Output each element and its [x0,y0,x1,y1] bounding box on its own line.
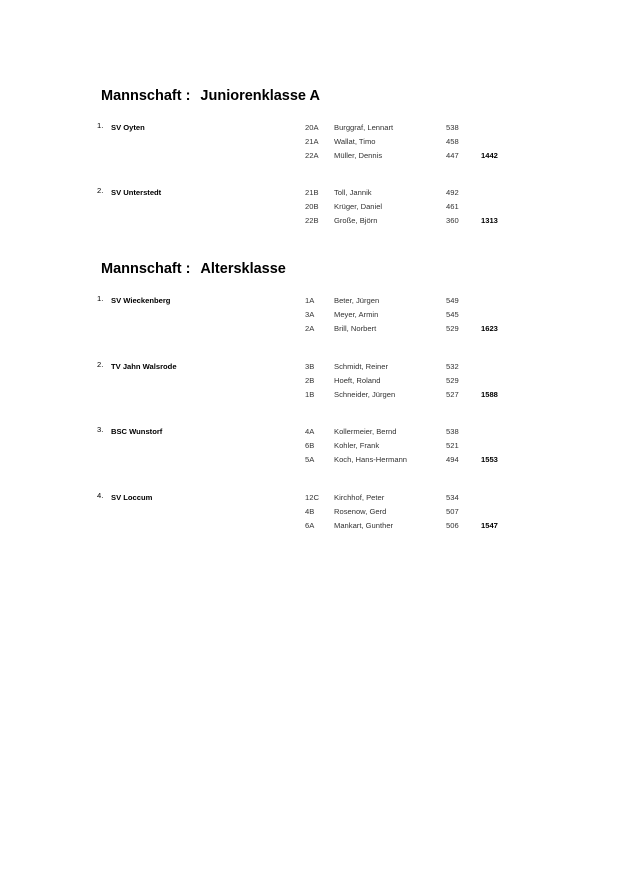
member-score: 538 [446,123,459,132]
team-block [97,123,537,165]
member-name: Burggraf, Lennart [334,123,394,132]
member-row [97,427,537,441]
team-name: SV Wieckenberg [111,296,171,305]
member-name: Brill, Norbert [334,324,377,333]
section-heading [101,88,320,104]
section-label: Mannschaft : [101,261,191,277]
member-row [97,521,537,535]
team-name: SV Loccum [111,493,153,502]
member-row [97,123,537,137]
member-row [97,455,537,469]
member-score: 506 [446,521,459,530]
team-total: 1442 [481,151,498,160]
member-name: Kirchhof, Peter [334,493,385,502]
member-row [97,390,537,404]
member-name: Schneider, Jürgen [334,390,396,399]
member-row [97,137,537,151]
member-name: Meyer, Armin [334,310,379,319]
team-block [97,296,537,338]
team-rank: 1. [97,294,104,303]
team-name: SV Oyten [111,123,145,132]
member-score: 492 [446,188,459,197]
section-class: Juniorenklasse A [200,88,320,104]
team-rank: 1. [97,121,104,130]
member-name: Schmidt, Reiner [334,362,389,371]
member-row [97,216,537,230]
member-code: 2A [305,324,315,333]
member-code: 2B [305,376,315,385]
member-name: Toll, Jannik [334,188,372,197]
member-code: 21A [305,137,319,146]
section-class: Altersklasse [200,261,286,277]
member-score: 532 [446,362,459,371]
member-name: Koch, Hans-Hermann [334,455,408,464]
member-row [97,310,537,324]
member-name: Kollermeier, Bernd [334,427,397,436]
member-row [97,202,537,216]
team-block [97,493,537,535]
member-score: 360 [446,216,459,225]
member-code: 12C [305,493,319,502]
team-total: 1313 [481,216,498,225]
member-row [97,362,537,376]
member-score: 458 [446,137,459,146]
member-score: 538 [446,427,459,436]
member-name: Hoeft, Roland [334,376,381,385]
team-total: 1623 [481,324,498,333]
member-score: 447 [446,151,459,160]
team-total: 1547 [481,521,498,530]
member-row [97,151,537,165]
member-name: Beter, Jürgen [334,296,380,305]
member-code: 1A [305,296,315,305]
member-code: 20B [305,202,319,211]
member-code: 3A [305,310,315,319]
member-code: 5A [305,455,315,464]
member-score: 527 [446,390,459,399]
member-name: Große, Björn [334,216,378,225]
member-score: 529 [446,324,459,333]
member-code: 22B [305,216,319,225]
member-code: 3B [305,362,315,371]
team-total: 1588 [481,390,498,399]
member-score: 534 [446,493,459,502]
team-rank: 2. [97,360,104,369]
member-row [97,493,537,507]
member-code: 21B [305,188,319,197]
team-name: TV Jahn Walsrode [111,362,177,371]
team-rank: 4. [97,491,104,500]
member-row [97,507,537,521]
member-code: 1B [305,390,315,399]
section-heading [101,261,286,277]
member-name: Mankart, Gunther [334,521,394,530]
member-row [97,441,537,455]
member-score: 461 [446,202,459,211]
team-block [97,188,537,230]
member-name: Rosenow, Gerd [334,507,387,516]
team-rank: 3. [97,425,104,434]
team-block [97,427,537,469]
team-name: BSC Wunstorf [111,427,163,436]
member-name: Krüger, Daniel [334,202,383,211]
member-row [97,324,537,338]
member-score: 521 [446,441,459,450]
team-name: SV Unterstedt [111,188,162,197]
section-label: Mannschaft : [101,88,191,104]
member-score: 529 [446,376,459,385]
member-code: 20A [305,123,319,132]
member-score: 545 [446,310,459,319]
member-code: 6A [305,521,315,530]
member-code: 22A [305,151,319,160]
member-row [97,296,537,310]
member-row [97,376,537,390]
member-score: 494 [446,455,459,464]
member-code: 6B [305,441,315,450]
team-block [97,362,537,404]
member-name: Müller, Dennis [334,151,383,160]
member-score: 507 [446,507,459,516]
team-total: 1553 [481,455,498,464]
member-code: 4A [305,427,315,436]
member-name: Kohler, Frank [334,441,380,450]
member-name: Wallat, Timo [334,137,376,146]
member-score: 549 [446,296,459,305]
team-rank: 2. [97,186,104,195]
member-row [97,188,537,202]
member-code: 4B [305,507,315,516]
